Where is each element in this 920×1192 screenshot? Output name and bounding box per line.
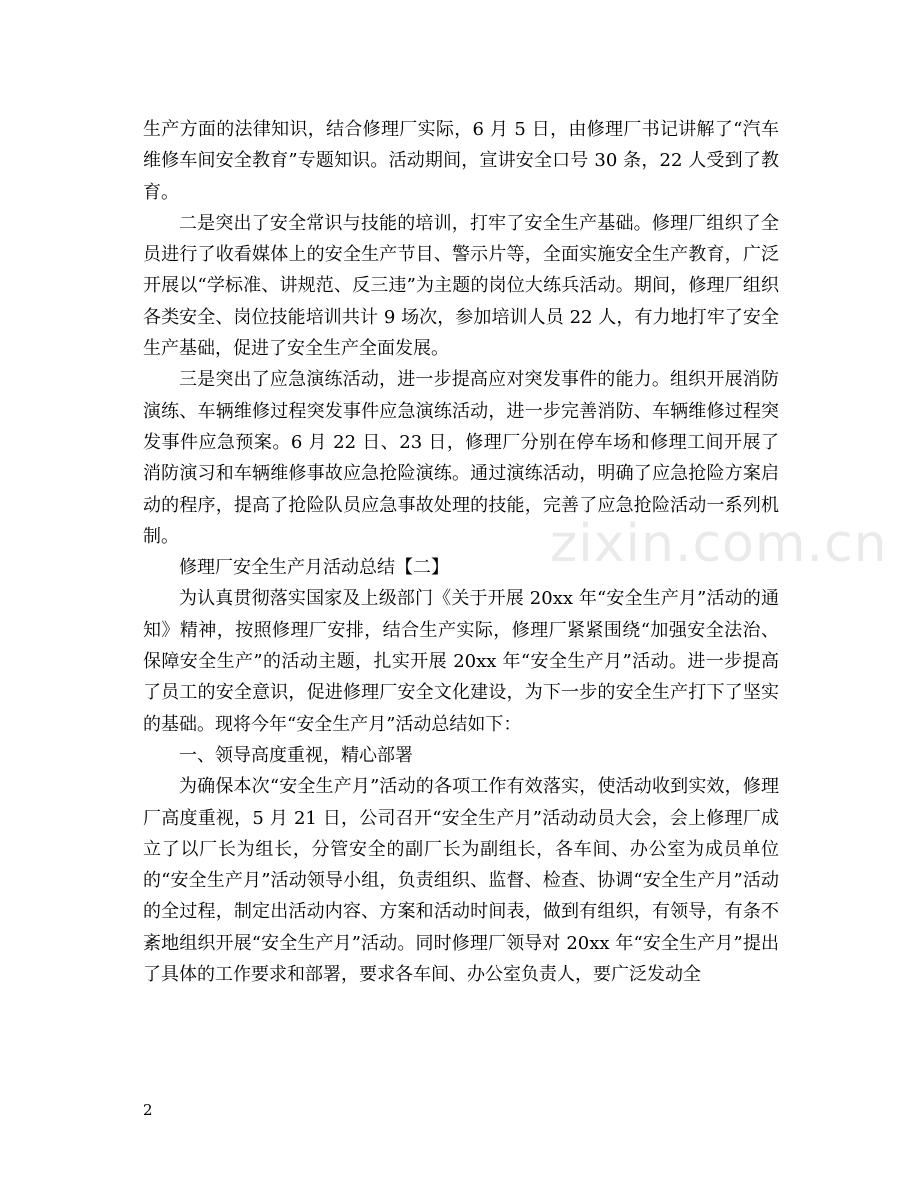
subheading: 一、领导高度重视，精心部署 bbox=[179, 744, 413, 766]
paragraph-2: 二是突出了安全常识与技能的培训，打牢了安全生产基础。修理厂组织了全员进行了收看媒体上的安全生产节目、警示片等，全面实施安全生产教育，广泛开展以“学标准、讲规范、反三违”为主题的岗位大练兵活动。期间，修理厂组织各类安全、岗位技能培训共计 9 场次，参加培训人员 22 人，有力地打牢了安全生产基础，促进了安全生产全面发展。 bbox=[143, 212, 779, 360]
section-heading: 修理厂安全生产月活动总结【二】 bbox=[179, 557, 449, 579]
paragraph-5: 为认真贯彻落实国家及上级部门《关于开展 20xx 年“安全生产月”活动的通知》精神，按照修理厂安排，结合生产实际，修理厂紧紧围绕“加强安全法治、保障安全生产”的活动主题，扎实开展 20xx 年“安全生产月”活动。进一步提高了员工的安全意识，促进修理厂安全文化建设，为下一步的安全生产打下了坚实的基础。现将今年“安全生产月”活动总结如下： bbox=[143, 588, 779, 735]
paragraph-7: 为确保本次“安全生产月”活动的各项工作有效落实，使活动收到实效，修理厂高度重视，5 月 21 日，公司召开“安全生产月”活动动员大会，会上修理厂成立了以厂长为组长，分管安全的副厂长为副组长，各车间、办公室为成员单位的“安全生产月”活动领导小组，负责组织、监督、检查、协调“安全生产月”活动的全过程，制定出活动内容、方案和活动时间表，做到有组织，有领导，有条不紊地组织开展“安全生产月”活动。同时修理厂领导对 20xx 年“安全生产月”提出了具体的工作要求和部署，要求各车间、办公室负责人，要广泛发动全 bbox=[143, 776, 779, 986]
page-number: 2 bbox=[143, 1101, 153, 1119]
watermark: zixin.com.cn bbox=[550, 514, 888, 574]
paragraph-1: 生产方面的法律知识，结合修理厂实际，6 月 5 日，由修理厂书记讲解了“汽车维修车间安全教育”专题知识。活动期间，宣讲安全口号 30 条，22 人受到了教育。 bbox=[143, 119, 779, 203]
paragraph-3: 三是突出了应急演练活动，进一步提高应对突发事件的能力。组织开展消防演练、车辆维修过程突发事件应急演练活动，进一步完善消防、车辆维修过程突发事件应急预案。6 月 22 日、23 日，修理厂分别在停车场和修理工间开展了消防演习和车辆维修事故应急抢险演练。通过演练活动，明确了应急抢险方案启动的程序，提高了抢险队员应急事故处理的技能，完善了应急抢险活动一系列机制。 bbox=[143, 369, 779, 547]
